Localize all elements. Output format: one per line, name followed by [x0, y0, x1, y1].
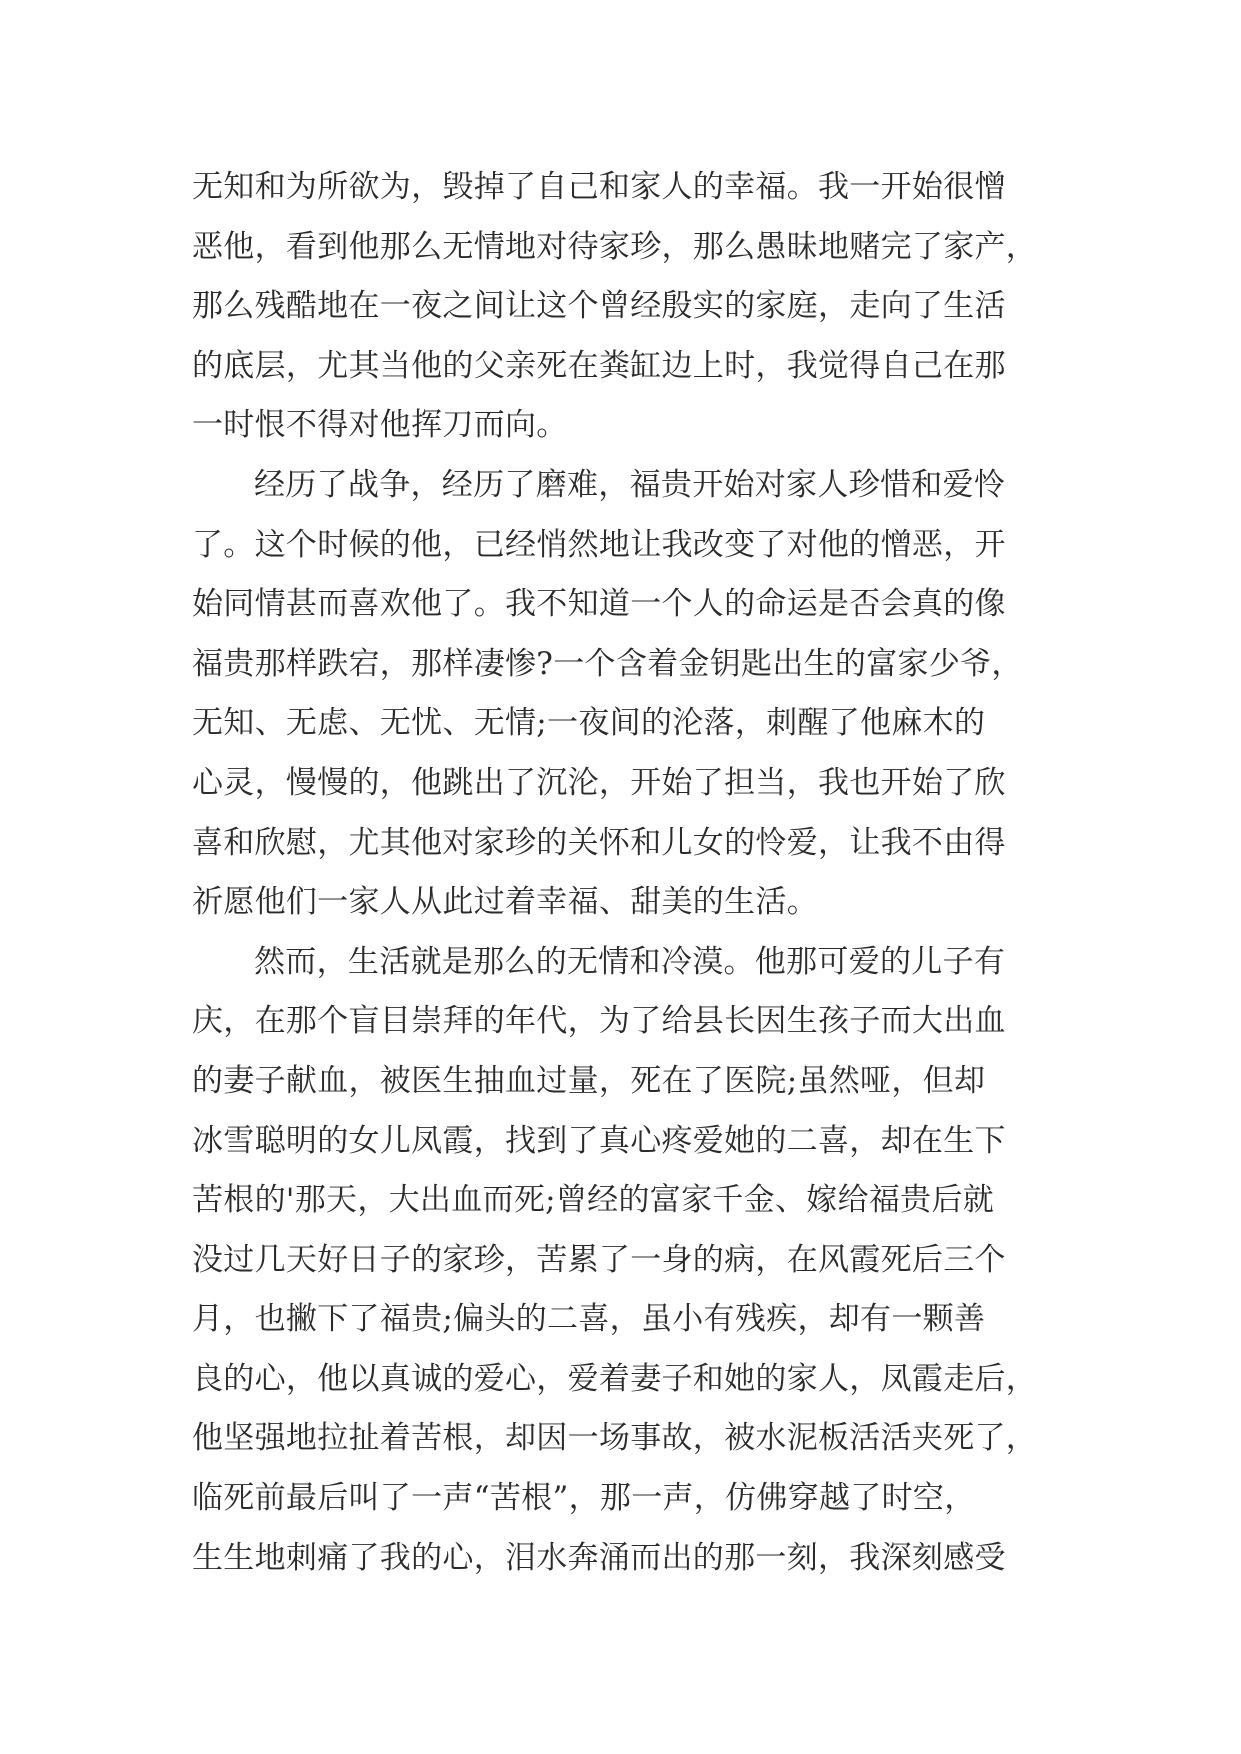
text-line: 冰雪聪明的女儿凤霞，找到了真心疼爱她的二喜，却在生下 [192, 1122, 1006, 1159]
text-line: 月，也撇下了福贵;偏头的二喜，虽小有残疾，却有一颗善 [192, 1301, 986, 1338]
text-line: 无知和为所欲为，毁掉了自己和家人的幸福。我一开始很憎 [192, 169, 1006, 205]
text-line: 了。这个时候的他，已经悄然地让我改变了对他的憎恶，开 [192, 526, 1006, 563]
text-line: 喜和欣慰，尤其他对家珍的关怀和儿女的怜爱，让我不由得 [192, 824, 1006, 861]
text-line: 的底层，尤其当他的父亲死在粪缸边上时，我觉得自己在那 [192, 347, 1006, 384]
body-text [192, 158, 1062, 1588]
text-line: 那么残酷地在一夜之间让这个曾经殷实的家庭，走向了生活 [192, 288, 1006, 325]
text-line: 福贵那样跌宕，那样凄惨?一个含着金钥匙出生的富家少爷， [192, 645, 1023, 682]
paragraph-first-line: 经历了战争，经历了磨难，福贵开始对家人珍惜和爱怜 [254, 466, 1006, 503]
text-line: 无知、无虑、无忧、无情;一夜间的沦落，刺醒了他麻木的 [192, 705, 986, 742]
text-line: 苦根的'那天，大出血而死;曾经的富家千金、嫁给福贵后就 [192, 1182, 995, 1219]
text-line: 心灵，慢慢的，他跳出了沉沦，开始了担当，我也开始了欣 [192, 764, 1006, 801]
text-line: 生生地刺痛了我的心，泪水奔涌而出的那一刻，我深刻感受 [192, 1539, 1006, 1576]
text-line: 祈愿他们一家人从此过着幸福、甜美的生活。 [192, 884, 818, 921]
text-line: 良的心，他以真诚的爱心，爱着妻子和她的家人，凤霞走后， [192, 1360, 1038, 1397]
text-line: 庆，在那个盲目崇拜的年代，为了给县长因生孩子而大出血 [192, 1003, 1006, 1040]
text-line: 的妻子献血，被医生抽血过量，死在了医院;虽然哑，但却 [192, 1062, 986, 1099]
text-line: 始同情甚而喜欢他了。我不知道一个人的命运是否会真的像 [192, 586, 1006, 623]
text-line: 没过几天好日子的家珍，苦累了一身的病，在风霞死后三个 [192, 1241, 1006, 1278]
text-line: 恶他，看到他那么无情地对待家珍，那么愚昧地赌完了家产， [192, 228, 1038, 265]
text-line: 一时恨不得对他挥刀而向。 [192, 407, 568, 444]
text-line: 他坚强地拉扯着苦根，却因一场事故，被水泥板活活夹死了， [192, 1420, 1038, 1457]
paragraph-first-line: 然而，生活就是那么的无情和冷漠。他那可爱的儿子有 [254, 943, 1006, 980]
text-line: 临死前最后叫了一声“苦根”，那一声，仿佛穿越了时空， [192, 1480, 976, 1517]
